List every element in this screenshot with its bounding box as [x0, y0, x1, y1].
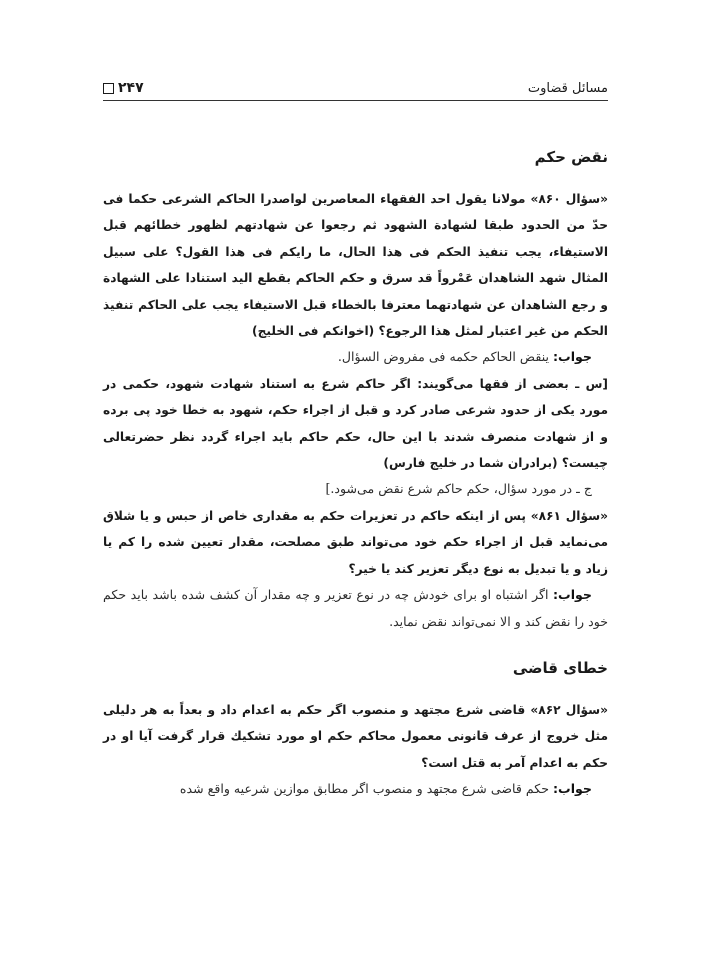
answer-861	[103, 582, 608, 635]
question-861: «سؤال ۸۶۱» پس از اينكه حاكم در تعزيرات حكم به مقدارى خاص از حبس و يا شلاق مى‌نمايد قبل از اجراء حكم خود مى‌تواند طبق مصلحت، مقدار تعيين شده را كم يا زياد و يا تبديل به نوع ديگر تعزير كند يا خير؟	[103, 508, 608, 576]
answer-label: جواب:	[553, 781, 592, 797]
section-heading-naqz-hokm: نقض حکم	[534, 148, 608, 166]
answer-label: جواب:	[553, 349, 592, 365]
header-rule	[103, 100, 608, 101]
answer-860-persian: ج ـ در مورد سؤال، حكم حاكم شرع نقض مى‌شود.]	[325, 481, 592, 497]
question-862: «سؤال ۸۶۲» قاضى شرع مجتهد و منصوب اگر حكم به اعدام داد و بعداً به هر دليلى مثل خروج از عرف قانونى معمول محاكم حكم او مورد تشكيك قرار گرفت آيا او در حكم به اعدام آمر به قتل است؟	[103, 702, 608, 770]
answer-text: ينقض الحاكم حكمه فى مفروض السؤال.	[337, 349, 554, 365]
section-heading-khataye-qazi: خطاى قاضى	[512, 658, 608, 677]
page-number: ۲۴۷	[118, 80, 144, 96]
answer-label: جواب:	[553, 587, 592, 603]
answer-860-arabic	[103, 344, 608, 370]
page-body	[103, 142, 608, 803]
answer-862	[103, 776, 608, 802]
page-header	[103, 70, 608, 96]
answer-text: حكم قاضى شرع مجتهد و منصوب اگر مطابق موازين شرعيه واقع شده	[179, 781, 554, 797]
question-860-arabic: «سؤال ۸۶۰» مولانا يقول احد الفقهاء المعاصرين لواصدرا الحاكم الشرعى حكما فى حدّ من الحدود طبقا لشهادة الشهود ثم رجعوا عن شهادتهم لظهور خطائهم قبل الاستيفاء، يجب تنفيذ الحكم فى هذا الحال، ما رايكم فى هذا القول؟ على سبيل المثال شهد الشاهدان عَمْرواً قد سرق و حكم الحاكم بقطع اليد استنادا على الشهادة و رجع الشاهدان عن شهادتهما معترفا بالخطاء قبل الاستيفاء يجب على الحاكم تنفيذ الحكم من غير اعتبار لمثل هذا الرجوع؟ (اخوانكم فى الخليج)	[103, 192, 608, 339]
question-860-persian: [س ـ بعضى از فقها مى‌گويند: اگر حاكم شرع به استناد شهادت شهود، حكمى در مورد يكى از حدود شرعى صادر كرد و قبل از اجراء حكم، شهود به خطا خود پى برده و از شهادت منصرف شدند با اين حال، حكم حاكم بايد اجراء گردد نظر حضرتعالى چيست؟ (برادران شما در خليج فارس)	[103, 376, 608, 471]
answer-text: اگر اشتباه او براى خودش چه در نوع تعزير و چه مقدار آن كشف شده باشد بايد حكم خود را نقض كند و الا نمى‌تواند نقض نمايد.	[103, 587, 608, 629]
book-page	[103, 0, 608, 959]
running-title: مسائل قضاوت	[527, 81, 608, 96]
page-number-block	[103, 80, 144, 96]
square-ornament-icon	[103, 83, 114, 94]
